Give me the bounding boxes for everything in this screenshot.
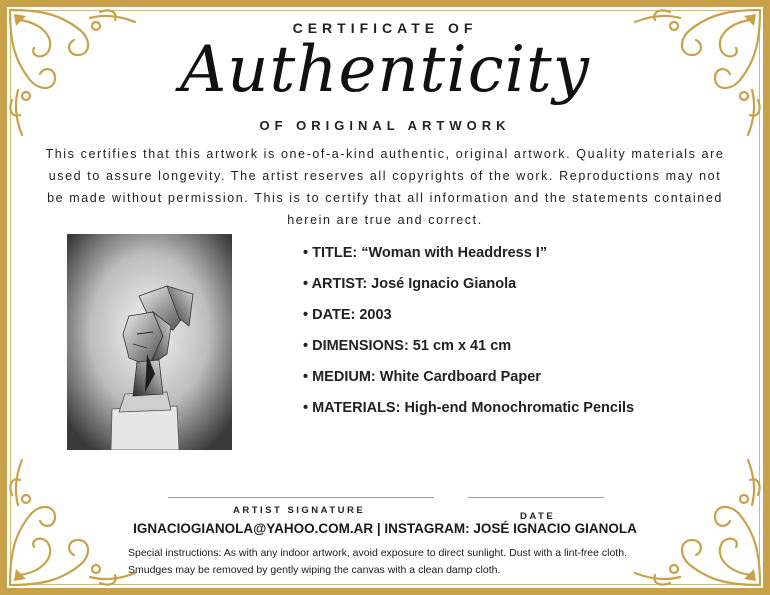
detail-medium: • MEDIUM: White Cardboard Paper bbox=[303, 369, 541, 385]
detail-artist: • ARTIST: José Ignacio Gianola bbox=[303, 276, 517, 292]
artwork-image bbox=[67, 234, 232, 450]
artist-signature-line bbox=[168, 497, 434, 498]
special-instructions-line-2: Smudges may be removed by gently wiping the canvas with a clean damp cloth. bbox=[128, 564, 501, 576]
date-line bbox=[468, 497, 604, 498]
certificate-of-heading: CERTIFICATE OF bbox=[292, 20, 478, 36]
date-label: DATE bbox=[520, 511, 556, 522]
detail-materials: • MATERIALS: High-end Monochromatic Pencils bbox=[303, 400, 635, 416]
detail-title: • TITLE: “Woman with Headdress I” bbox=[303, 245, 548, 261]
artist-signature-label: ARTIST SIGNATURE bbox=[233, 505, 366, 516]
detail-date: • DATE: 2003 bbox=[303, 307, 392, 323]
detail-dimensions: • DIMENSIONS: 51 cm x 41 cm bbox=[303, 338, 512, 354]
contact-line: IGNACIOGIANOLA@YAHOO.COM.AR | INSTAGRAM: JOSÉ IGNACIO GIANOLA bbox=[133, 521, 637, 536]
special-instructions bbox=[128, 545, 688, 579]
certification-statement: This certifies that this artwork is one-of-a-kind authentic, original artwork. Quality materials are used to assure longevity. The artist reserves all copyrights of the work. Reproductions may not be made without permission. This is to certify that all information and the statements contained herein are true and correct. bbox=[45, 147, 725, 227]
original-artwork-subheading: OF ORIGINAL ARTWORK bbox=[259, 118, 511, 133]
artwork-details-list bbox=[303, 243, 634, 429]
authenticity-title: Authenticity bbox=[180, 33, 590, 107]
special-instructions-line-1: Special instructions: As with any indoor artwork, avoid exposure to direct sunlight. Dust with a lint-free cloth. bbox=[128, 547, 627, 559]
